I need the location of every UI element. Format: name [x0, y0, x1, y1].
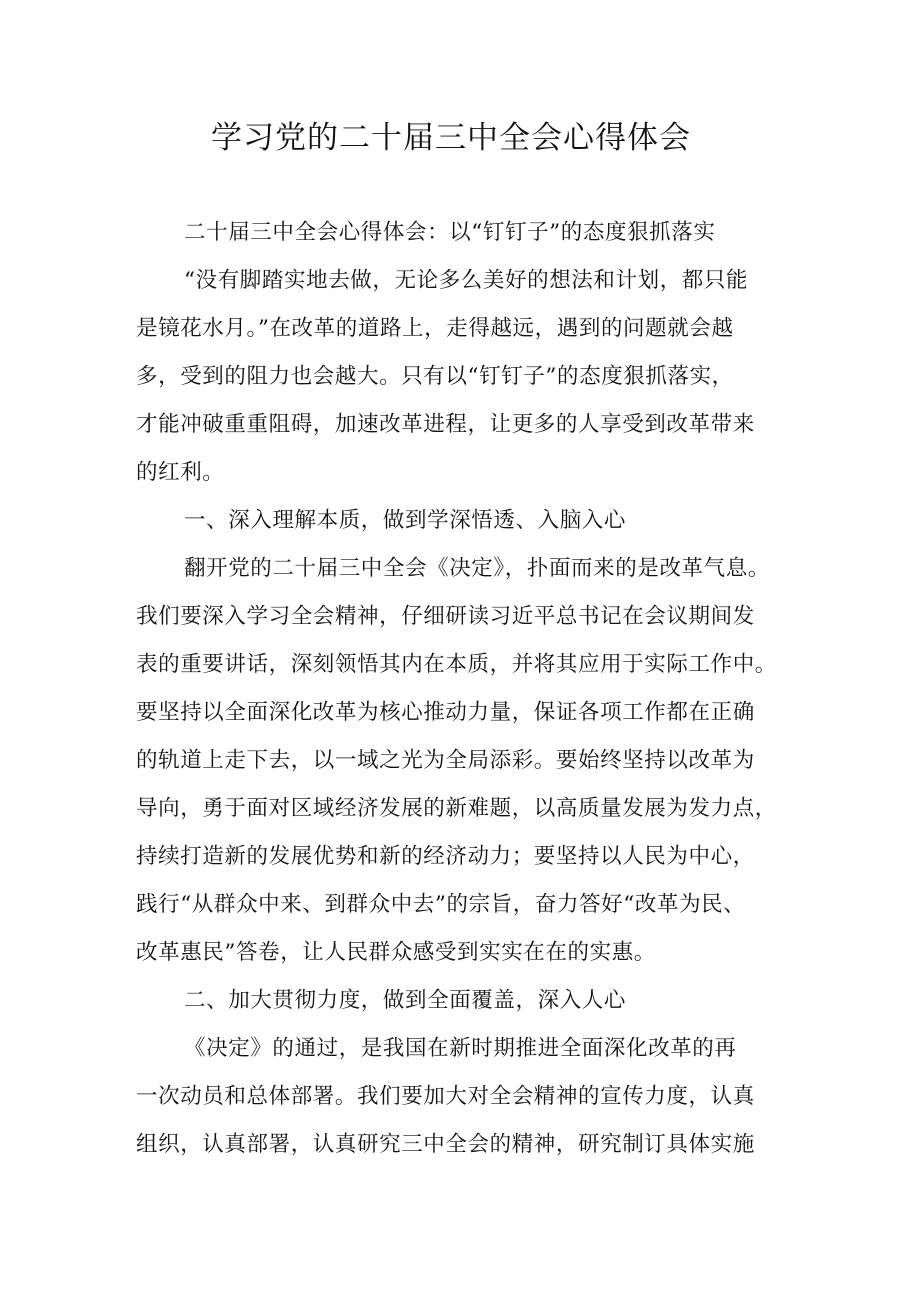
paragraph-line: “没有脚踏实地去做，无论多么美好的想法和计划，都只能: [184, 268, 749, 293]
paragraph-line: 导向，勇于面对区域经济发展的新难题，以高质量发展为发力点，: [136, 796, 777, 821]
paragraph-line: 的轨道上走下去，以一域之光为全局添彩。要始终坚持以改革为: [136, 748, 755, 773]
paragraph-line: 表的重要讲话，深刻领悟其内在本质，并将其应用于实际工作中。: [136, 652, 777, 677]
paragraph-line: 多，受到的阻力也会越大。只有以“钉钉子”的态度狠抓落实，: [136, 364, 734, 389]
paragraph-line: 我们要深入学习全会精神，仔细研读习近平总书记在会议期间发: [136, 604, 755, 629]
paragraph-line: 是镜花水月。”在改革的道路上，走得越远，遇到的问题就会越: [136, 316, 734, 341]
paragraph-line: 持续打造新的发展优势和新的经济动力；要坚持以人民为中心，: [136, 844, 755, 869]
paragraph-line: 才能冲破重重阻碍，加速改革进程，让更多的人享受到改革带来: [136, 412, 755, 437]
paragraph-line: 《决定》的通过，是我国在新时期推进全面深化改革的再: [184, 1036, 737, 1061]
document-title: 学习党的二十届三中全会心得体会: [211, 120, 691, 156]
paragraph-line: 组织，认真部署，认真研究三中全会的精神，研究制订具体实施: [136, 1132, 755, 1157]
paragraph-line: 践行“从群众中来、到群众中去”的宗旨，奋力答好“改革为民、: [136, 892, 746, 917]
paragraph-line: 一次动员和总体部署。我们要加大对全会精神的宣传力度，认真: [136, 1084, 755, 1109]
paragraph-line: 改革惠民”答卷，让人民群众感受到实实在在的实惠。: [136, 940, 656, 965]
paragraph-line: 的红利。: [136, 460, 225, 485]
paragraph-line: 翻开党的二十届三中全会《决定》，扑面而来的是改革气息。: [184, 556, 770, 581]
paragraph-line: 要坚持以全面深化改革为核心推动力量，保证各项工作都在正确: [136, 700, 755, 725]
subtitle-line: 二十届三中全会心得体会：以“钉钉子”的态度狠抓落实: [184, 220, 716, 245]
section-heading-2: 二、加大贯彻力度，做到全面覆盖，深入人心: [184, 988, 627, 1013]
section-heading-1: 一、深入理解本质，做到学深悟透、入脑入心: [184, 508, 627, 533]
